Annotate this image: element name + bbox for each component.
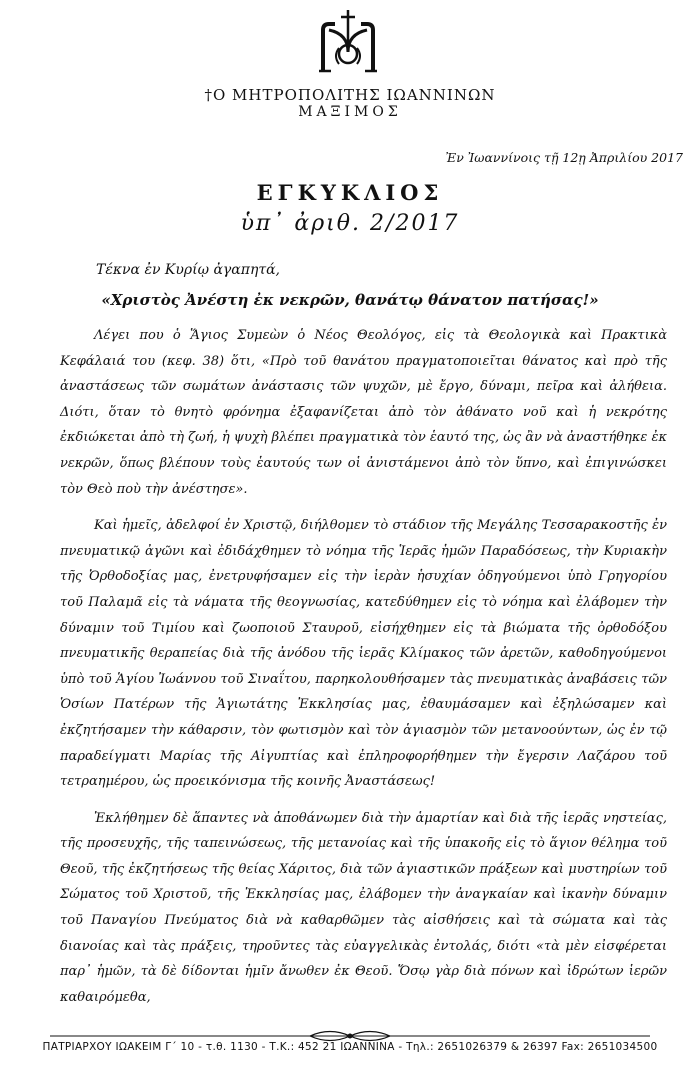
- body-paragraph: Ἐκλήθημεν δὲ ἅπαντες νὰ ἀποθάνωμεν διὰ τὴν ἁμαρτίαν καὶ διὰ τῆς ἱερᾶς νηστείας, τῆς προσευχῆς, τῆς ταπεινώσεως, τῆς μετανοίας καὶ τῆς ὑπακοῆς εἰς τὸ ἅγιον θέλημα τοῦ Θεοῦ, τῆς ἐκζητήσεως τῆς θείας Χάριτος, διὰ τῶν ἁγιαστικῶν πράξεων καὶ μυστηρίων τοῦ Σώματος τοῦ Χριστοῦ, τῆς Ἐκκλησίας μας, ἐλάβομεν τὴν ἀναγκαίαν καὶ ἱκανὴν δύναμιν τοῦ Παναγίου Πνεύματος διὰ νὰ καθαρθῶμεν τὰς αἰσθήσεις καὶ τὰ σώματα καὶ τὰς διανοίας καὶ τὰς πράξεις, τηροῦντες τὰς εὐαγγελικὰς ἐντολάς, διότι «τὰ μὲν εἰσφέρεται παρ᾽ ἡμῶν, τὰ δὲ δίδονται ἡμῖν ἄνωθεν ἐκ Θεοῦ. Ὅσῳ γὰρ διὰ πόνων καὶ ἱδρώτων ἱερῶν καθαιρόμεθα,: [60, 810, 667, 1005]
- issuer-name: ΜΑΞΙΜΟΣ: [298, 104, 402, 120]
- paschal-motto: «Χριστὸς Ἀνέστη ἐκ νεκρῶν, θανάτῳ θάνατον πατήσας!»: [101, 291, 599, 309]
- body-paragraph: Λέγει που ὁ Ἅγιος Συμεὼν ὁ Νέος Θεολόγος, εἰς τὰ Θεολογικὰ καὶ Πρακτικὰ Κεφάλαιά του (κεφ. 38) ὅτι, «Πρὸ τοῦ θανάτου πραγματοποιεῖται θάνατος καὶ πρὸ τῆς ἀναστάσεως τῶν σωμάτων ἀνάστασις τῶν ψυχῶν, μὲ ἔργο, δύναμι, πεῖρα καὶ ἀλήθεια. Διότι, ὅταν τὸ θνητὸ φρόνημα ἐξαφανίζεται ἀπὸ τὸν ἀθάνατο νοῦ καὶ ἡ νεκρότης ἐκδιώκεται ἀπὸ τὴ ζωή, ἡ ψυχὴ βλέπει πραγματικὰ τὸν ἑαυτό της, ὡς ἂν νὰ ἀναστήθηκε ἐκ νεκρῶν, ὅπως βλέπουν τοὺς ἑαυτούς των οἱ ἀνιστάμενοι ἀπὸ τὸν ὕπνο, καὶ ἐπιγινώσκει τὸν Θεὸ ποὺ τὴν ἀνέστησε».: [60, 328, 667, 497]
- document-date: Ἐν Ἰωαννίνοις τῇ 12ῃ Ἀπριλίου 2017: [445, 150, 683, 165]
- document-title: ΕΓΚΥΚΛΙΟΣ: [256, 180, 444, 205]
- document-body: [60, 323, 667, 1010]
- greeting: Τέκνα ἐν Κυρίῳ ἀγαπητά,: [96, 262, 280, 278]
- footer-address: ΠΑΤΡΙΑΡΧΟΥ ΙΩΑΚΕΙΜ Γ´ 10 - τ.θ. 1130 - Τ.Κ.: 452 21 ΙΩΑΝΝΙΝΑ - Τηλ.: 2651026379 & 26397 Fax: 2651034500: [42, 1041, 658, 1053]
- body-paragraph: Καὶ ἡμεῖς, ἀδελφοί ἐν Χριστῷ, διήλθομεν τὸ στάδιον τῆς Μεγάλης Τεσσαρακοστῆς ἐν πνευματικῷ ἀγῶνι καὶ ἐδιδάχθημεν τὸ νόημα τῆς Ἱερᾶς ἡμῶν Παραδόσεως, τὴν Κυριακὴν τῆς Ὀρθοδοξίας μας, ἐνετρυφήσαμεν εἰς τὴν ἱερὰν ἡσυχίαν ὁδηγούμενοι ὑπὸ Γρηγορίου τοῦ Παλαμᾶ εἰς τὰ νάματα τῆς θεογνωσίας, κατεδύθημεν εἰς τὸ νόημα καὶ ἐλάβομεν τὴν δύναμιν τοῦ Τιμίου καὶ ζωοποιοῦ Σταυροῦ, εἰσήχθημεν εἰς τὰ βιώματα τῆς ὀρθοδόξου πνευματικῆς θεραπείας διὰ τῆς ἀνόδου τῆς ἱερᾶς Κλίμακος τῶν ἀρετῶν, καθοδηγούμενοι ὑπὸ τοῦ Ἁγίου Ἰωάννου τοῦ Σιναΐτου, παρηκολουθήσαμεν τὰς πνευματικὰς ἀναβάσεις τῶν Ὁσίων Πατέρων τῆς Ἁγιωτάτης Ἐκκλησίας μας, ἐθαυμάσαμεν καὶ ἐξηλώσαμεν καὶ ἐκζητήσαμεν τὴν κάθαρσιν, τὸν φωτισμὸν καὶ τὸν ἁγιασμὸν τῶν μετανοούντων, ὡς ἐν τῷ παραδείγματι Μαρίας τῆς Αἰγυπτίας καὶ ἐπληροφορήθημεν τὴν ἔγερσιν Λαζάρου τοῦ τετραημέρου, ὡς προεικόνισμα τῆς κοινῆς Ἀναστάσεως!: [60, 518, 667, 790]
- monogram-seal-icon: [313, 8, 383, 78]
- document-number: ὑπ᾽ ἀριθ. 2/2017: [240, 211, 460, 236]
- issuer-title: †Ο ΜΗΤΡΟΠΟΛΙΤΗΣ ΙΩΑΝΝΙΝΩΝ: [204, 86, 496, 104]
